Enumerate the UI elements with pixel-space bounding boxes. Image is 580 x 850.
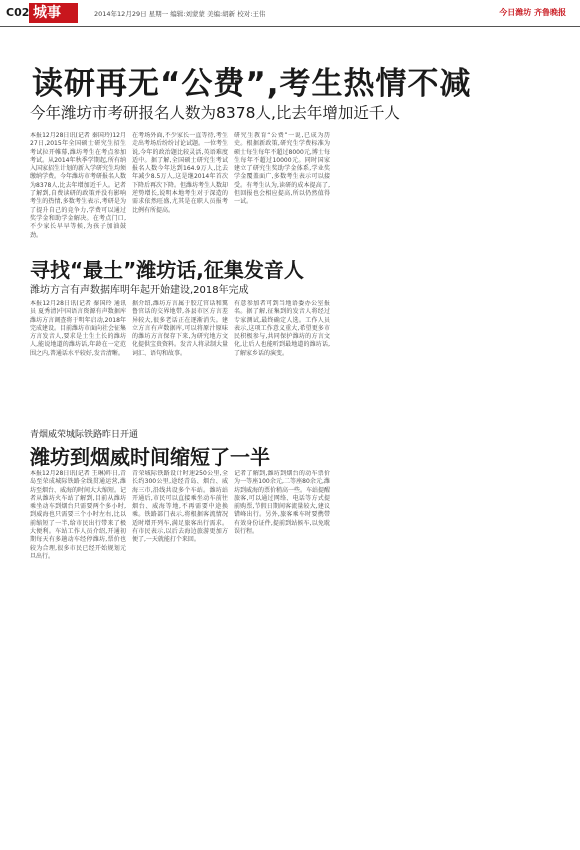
story3-headline: 潍坊到烟威时间缩短了一半 xyxy=(30,445,270,469)
story2-column-3: 有意参加者可到当地语委办公室报名。据了解,征集到的发音人将经过专家测试,最终确定人选。工作人员表示,这项工作意义重大,希望更多市民积极参与,共同保护潍坊的方言文化,让后人也能听到最地道的潍坊话,了解家乡话的演变。 xyxy=(234,300,330,357)
story1-column-3: 研究生教育“公费”一说,已成为历史。根据新政策,研究生学费标准为硕士每生每年不超过8000元,博士每生每年不超过10000元。同时国家建立了研究生奖助学金体系,学业奖学金覆盖面广,多数考生表示可以接受。有考生认为,读研的成本提高了,但回报也会相应提高,所以仍然值得一试。 xyxy=(234,132,330,206)
story3-column-2: 青荣城际铁路设计时速250公里,全长约300公里,途经青岛、烟台、威海三市,沿线共设多个车站。潍坊站开通后,市民可以直接乘坐动车前往烟台、威海等地,不再需要中途换乘。铁路部门表示,将根据客流情况适时增开列车,满足旅客出行需求。有市民表示,以后去海边旅游更加方便了,一天就能打个来回。 xyxy=(132,470,228,544)
issue-meta: 2014年12月29日 星期一 编辑:刘蒙蒙 美编:胡新 校对:王伟 xyxy=(94,10,266,18)
page-number: C02 xyxy=(6,6,30,19)
story1-column-2: 在考场外面,不少家长一直等待,考生走出考场后纷纷讨论试题。一位考生说,今年的政治题比较灵活,英语难度适中。据了解,全国硕士研究生考试报名人数今年达到164.9万人,比去年减少8.5万人,这是继2014年首次下降后再次下降。但潍坊考生人数却逆势增长,说明本地考生对于深造的需求依然旺盛,尤其是在职人员报考比例有所提高。 xyxy=(132,132,228,214)
story2-subhead: 潍坊方言有声数据库明年起开始建设,2018年完成 xyxy=(30,285,249,296)
story2-column-1: 本报12月28日讯(记者 秦国玲 通讯员 夏秀清)中国语言资源有声数据库潍坊方言调查将于明年启动,2018年完成建设。目前潍坊市面向社会征集方言发音人,要求是土生土长的潍坊人,能说地道的潍坊话,年龄在一定范围之内,普通话水平较好,发音清晰。 xyxy=(30,300,126,357)
section-tag: 城事 xyxy=(29,3,78,23)
story1-headline: 读研再无“公费”,考生热情不减 xyxy=(32,66,472,102)
story1-column-1: 本报12月28日讯(记者 秦国玲)12月27日,2015年全国硕士研究生招生考试拉开帷幕,潍坊考生在考点参加考试。从2014年秋季学期起,所有纳入国家招生计划的新入学研究生均须缴纳学费。今年潍坊市考研报名人数为8378人,比去年增加近千人。记者了解到,自费读研的政策并没有影响考生的热情,多数考生表示,考研是为了提升自己的竞争力,学费可以通过奖学金和助学金解决。在考点门口,不少家长早早等候,为孩子加油鼓劲。 xyxy=(30,132,126,239)
story3-column-3: 记者了解到,潍坊到烟台的动车票价为一等座100余元,二等座80余元,潍坊到威海的票价稍高一些。车站提醒旅客,可以通过网络、电话等方式提前购票,节假日期间客流量较大,建议错峰出行。另外,旅客乘车时要携带有效身份证件,提前到站候车,以免耽误行程。 xyxy=(234,470,330,536)
story3-kicker: 青烟威荣城际铁路昨日开通 xyxy=(30,430,139,440)
page-header xyxy=(0,0,580,27)
story3-column-1: 本报12月28日讯(记者 王琳)昨日,青岛至荣成城际铁路全线贯通运营,潍坊至烟台、威海的时间大大缩短。记者从潍坊火车站了解到,目前从潍坊乘坐动车到烟台只需要两个多小时,到威海也只需要三个小时左右,比以前缩短了一半,给市民出行带来了极大便利。车站工作人员介绍,开通初期每天有多趟动车经停潍坊,票价也较为合理,很多市民已经开始规划元旦出行。 xyxy=(30,470,126,560)
story2-headline: 寻找“最土”潍坊话,征集发音人 xyxy=(30,258,304,282)
story2-column-2: 据介绍,潍坊方言属于胶辽官话和冀鲁官话的交界地带,各县市区方言差异较大,很多老话正在逐渐消失。建立方言有声数据库,可以将原汁原味的潍坊方言保存下来,为研究地方文化提供宝贵资料。发音人将录制大量词汇、语句和故事。 xyxy=(132,300,228,357)
newspaper-logo: 今日潍坊 齐鲁晚报 xyxy=(499,8,566,17)
story1-subhead: 今年潍坊市考研报名人数为8378人,比去年增加近千人 xyxy=(30,104,400,122)
